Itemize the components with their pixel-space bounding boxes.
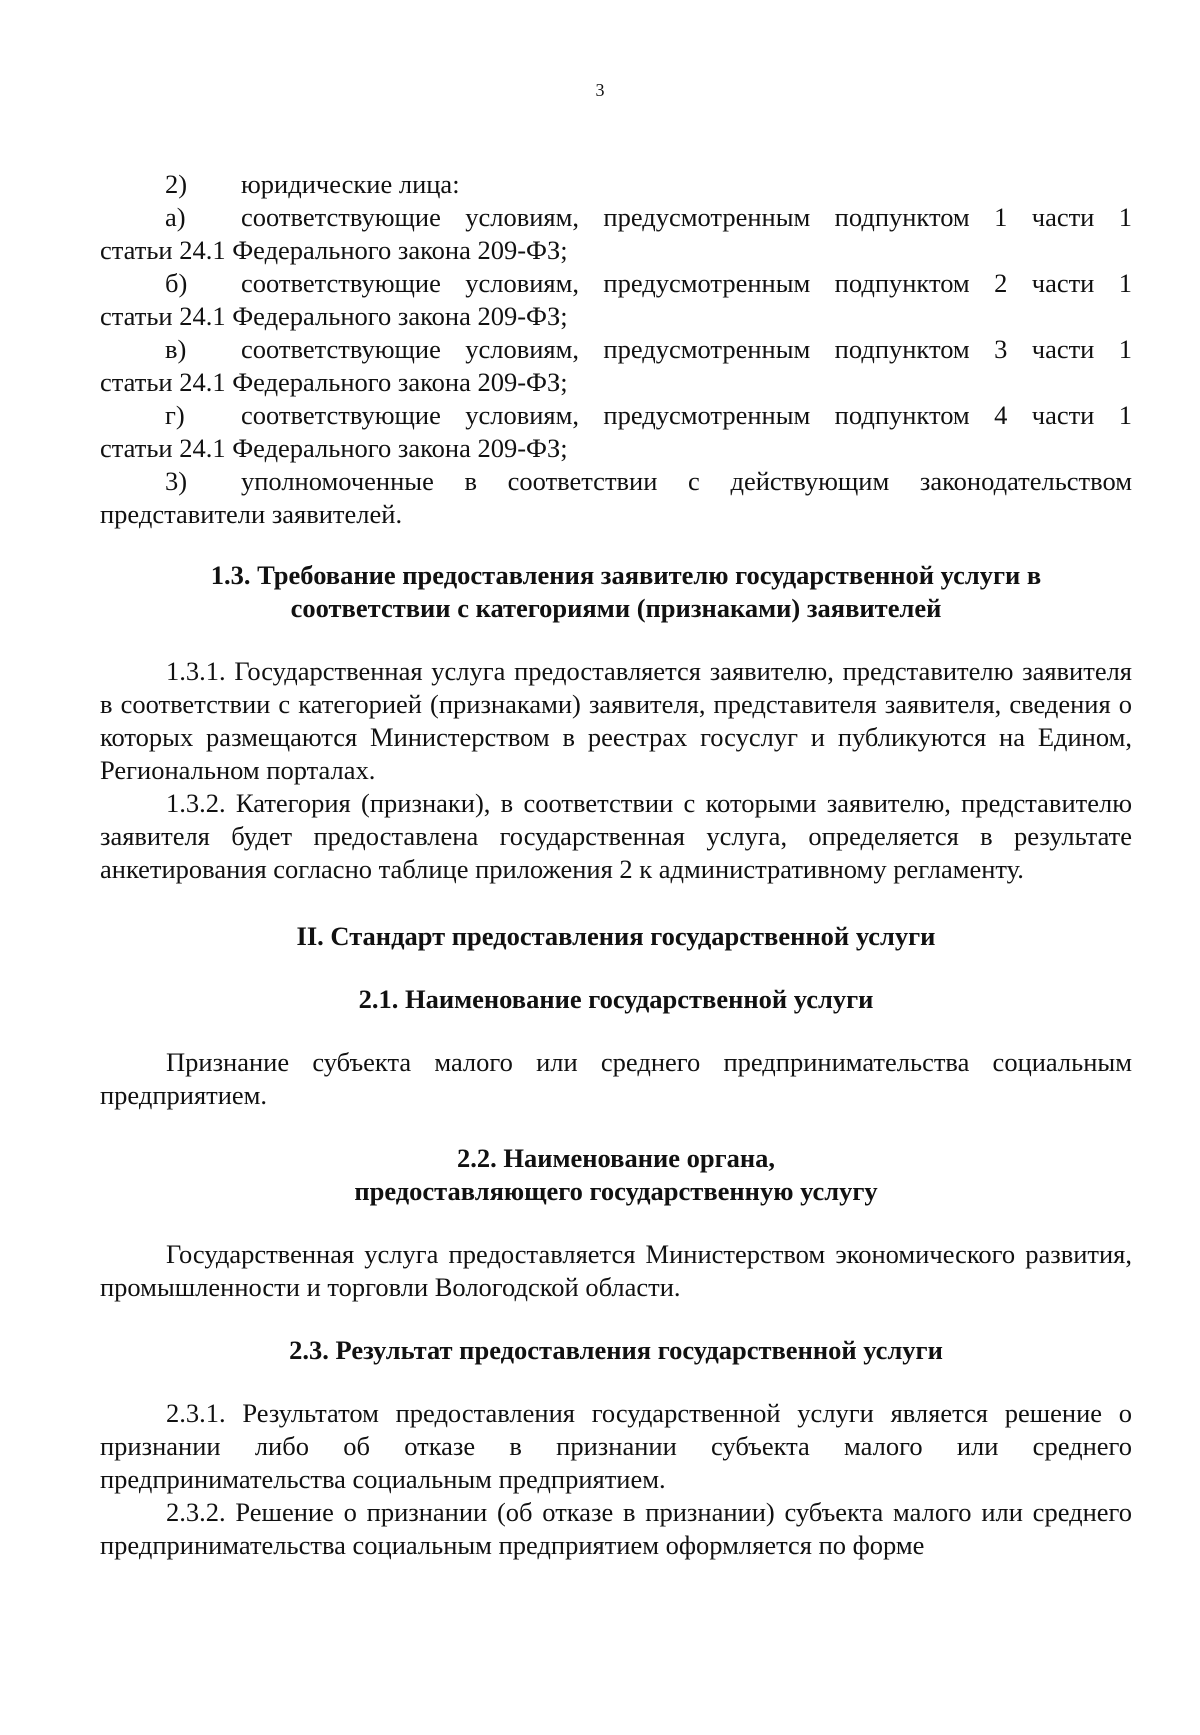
- list-text-line1: уполномоченные в соответствии с действующим законодательством: [241, 466, 1132, 496]
- list-item: [100, 267, 1132, 333]
- list-item: [100, 168, 1132, 201]
- list-text-line1: соответствующие условиям, предусмотренным подпунктом 2 части 1: [241, 268, 1132, 298]
- heading-line: 2.2. Наименование органа,: [456, 1143, 776, 1173]
- list-text-line1: соответствующие условиям, предусмотренным подпунктом 3 части 1: [241, 334, 1132, 364]
- list-text-line2: представители заявителей.: [100, 499, 403, 529]
- list-marker: 2): [165, 169, 188, 199]
- section-heading-2: II. Стандарт предоставления государственной услуги: [296, 921, 936, 951]
- list-text-line2: статьи 24.1 Федерального закона 209-ФЗ;: [100, 433, 568, 463]
- list-item: [100, 465, 1132, 531]
- paragraph: Государственная услуга предоставляется Министерством экономического развития, промышленности и торговли Вологодской области.: [100, 1239, 1132, 1302]
- list-marker: а): [165, 202, 186, 232]
- list-item: [100, 201, 1132, 267]
- section-heading-2-3: 2.3. Результат предоставления государственной услуги: [289, 1335, 943, 1365]
- list-marker: в): [165, 334, 187, 364]
- paragraph: 1.3.2. Категория (признаки), в соответствии с которыми заявителю, представителю заявителя будет предоставлена государственная услуга, определяется в результате анкетирования согласно таблице приложения 2 к административному регламенту.: [100, 788, 1132, 884]
- list-marker: б): [165, 268, 188, 298]
- list-marker: 3): [165, 466, 188, 496]
- list-text-line2: статьи 24.1 Федерального закона 209-ФЗ;: [100, 235, 568, 265]
- paragraph: 2.3.1. Результатом предоставления государственной услуги является решение о признании либо об отказе в признании субъекта малого или среднего предпринимательства социальным предприятием.: [100, 1398, 1132, 1494]
- section-heading-1-3: [100, 559, 1132, 625]
- paragraph: 2.3.2. Решение о признании (об отказе в признании) субъекта малого или среднего предпринимательства социальным предприятием оформляется по форме: [100, 1497, 1132, 1560]
- document-body: [100, 168, 1132, 1562]
- list-text-line2: статьи 24.1 Федерального закона 209-ФЗ;: [100, 301, 568, 331]
- list-item: [100, 399, 1132, 465]
- heading-line: 1.3. Требование предоставления заявителю государственной услуги в: [210, 560, 1042, 590]
- list-item: [100, 333, 1132, 399]
- heading-line: предоставляющего государственную услугу: [354, 1176, 878, 1206]
- page-number: 3: [595, 80, 605, 100]
- list-text-line1: соответствующие условиям, предусмотренным подпунктом 1 части 1: [241, 202, 1132, 232]
- section-heading-2-2: [100, 1142, 1132, 1208]
- paragraph: 1.3.1. Государственная услуга предоставляется заявителю, представителю заявителя в соответствии с категорией (признаками) заявителя, представителя заявителя, сведения о которых размещаются Министерством в реестрах госуслуг и публикуются на Едином, Региональном порталах.: [100, 656, 1132, 785]
- section-heading-2-1: 2.1. Наименование государственной услуги: [358, 984, 874, 1014]
- heading-line: соответствии с категориями (признаками) заявителей: [290, 593, 942, 623]
- list-marker: г): [165, 400, 185, 430]
- list-text-line1: соответствующие условиям, предусмотренным подпунктом 4 части 1: [241, 400, 1132, 430]
- list-text: юридические лица:: [241, 169, 460, 199]
- paragraph: Признание субъекта малого или среднего предпринимательства социальным предприятием.: [100, 1047, 1132, 1110]
- list-text-line2: статьи 24.1 Федерального закона 209-ФЗ;: [100, 367, 568, 397]
